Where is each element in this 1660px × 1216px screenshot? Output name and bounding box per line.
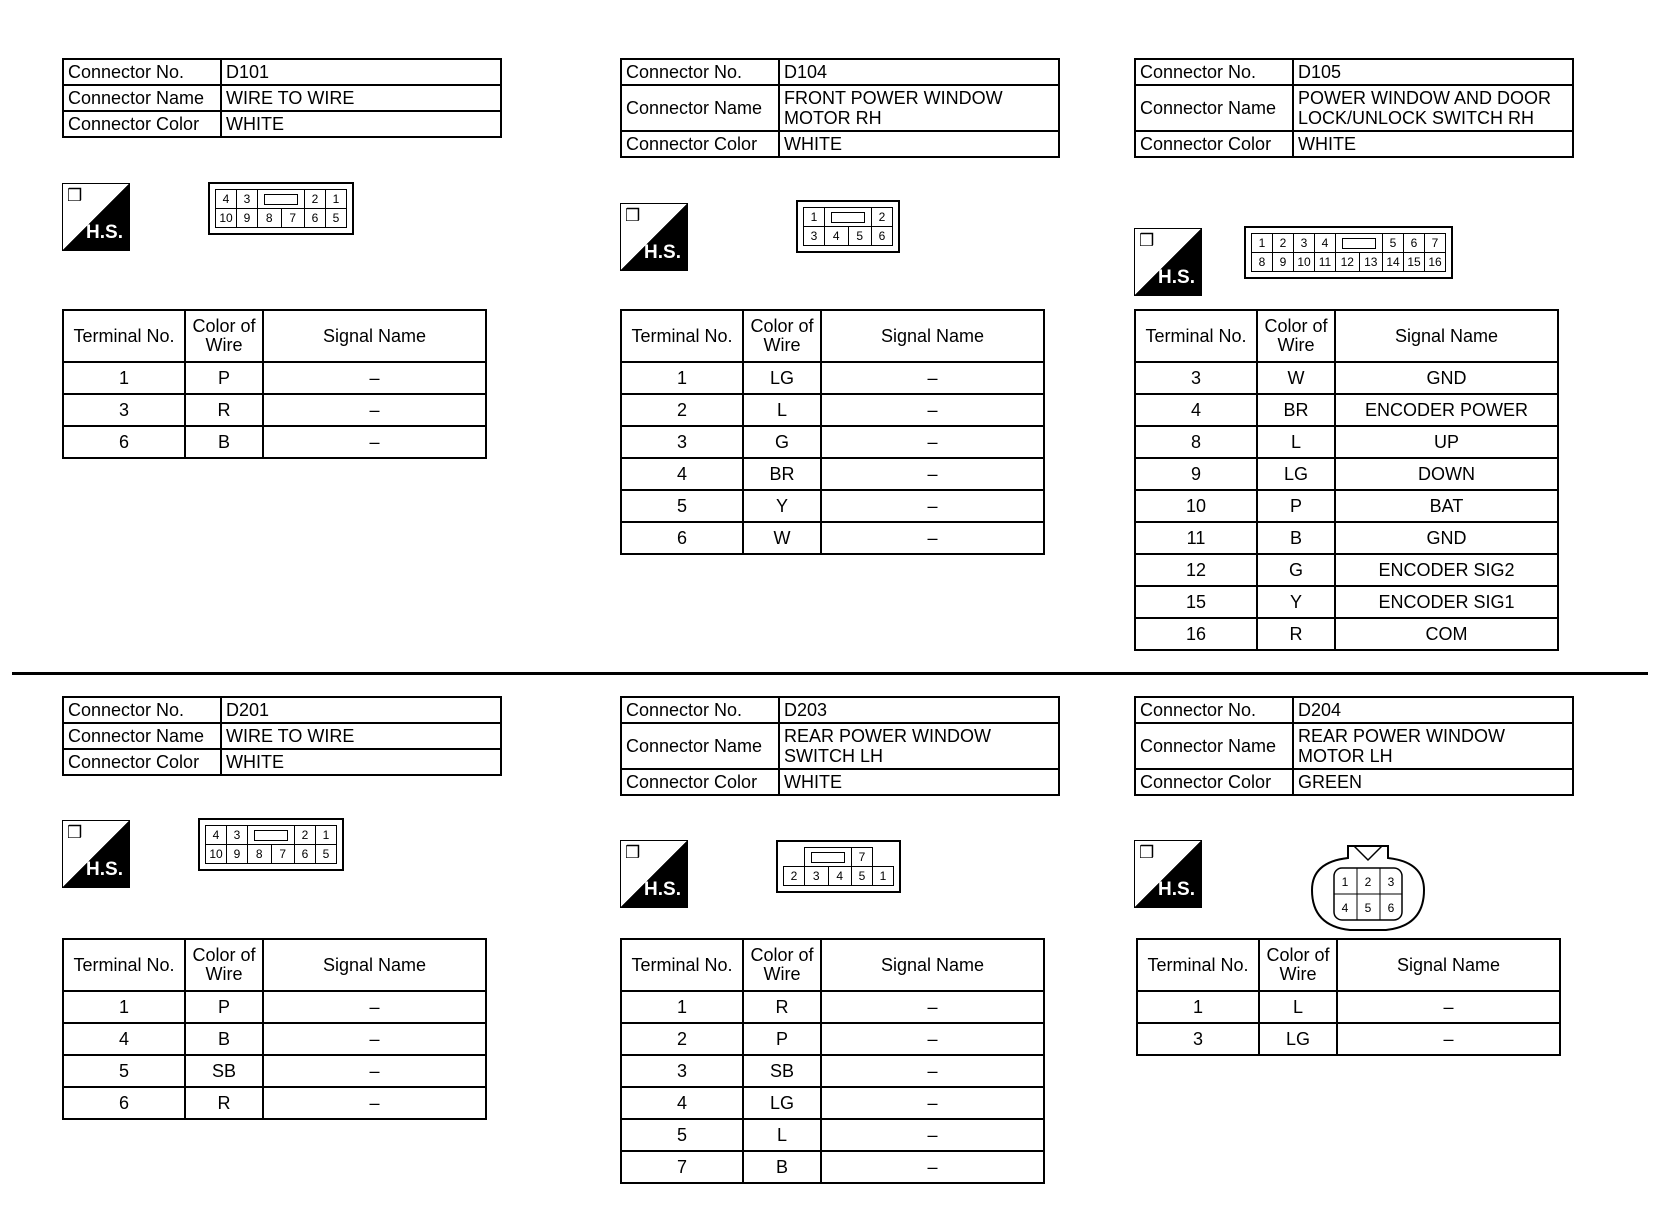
terminal-cell: 15 — [1135, 586, 1257, 618]
table-row — [1135, 554, 1558, 586]
hs-badge-label: H.S. — [644, 879, 681, 900]
table-row — [63, 1055, 486, 1087]
table-row — [1135, 394, 1558, 426]
connector-no-label: Connector No. — [621, 697, 779, 723]
wire-cell: P — [1257, 490, 1335, 522]
hs-badge — [1134, 840, 1202, 908]
pin: 15 — [1404, 253, 1425, 272]
pin: 7 — [1425, 234, 1446, 253]
table-row — [1137, 991, 1560, 1023]
wire-cell: LG — [1257, 458, 1335, 490]
connector-no-label: Connector No. — [63, 697, 221, 723]
hs-badge-label: H.S. — [644, 242, 681, 263]
table-row — [1135, 490, 1558, 522]
pin: 3 — [227, 826, 248, 845]
signal-cell: – — [821, 1055, 1044, 1087]
table-row — [1135, 618, 1558, 650]
pin: 7 — [852, 848, 873, 867]
signal-cell: – — [263, 426, 486, 458]
terminal-cell: 1 — [621, 362, 743, 394]
signal-cell: ENCODER POWER — [1335, 394, 1558, 426]
latch-icon — [1336, 234, 1383, 253]
connector-face-icon: ❒ — [625, 206, 641, 225]
wire-cell: R — [185, 1087, 263, 1119]
hs-badge-label: H.S. — [86, 222, 123, 243]
latch-icon — [825, 208, 872, 227]
pin: 1 — [1252, 234, 1273, 253]
wire-cell: SB — [743, 1055, 821, 1087]
pin: 4 — [1315, 234, 1336, 253]
connector-pinout-diagram — [776, 840, 901, 893]
pin: 10 — [216, 209, 237, 228]
signal-cell: DOWN — [1335, 458, 1558, 490]
table-row — [621, 1055, 1044, 1087]
latch-icon — [805, 848, 852, 867]
wire-cell: LG — [743, 362, 821, 394]
signal-cell: – — [263, 394, 486, 426]
pin: 4 — [825, 227, 849, 246]
pin: 5 — [326, 209, 347, 228]
table-row — [63, 426, 486, 458]
pin: 7 — [281, 209, 305, 228]
signal-cell: – — [821, 1151, 1044, 1183]
table-row — [621, 522, 1044, 554]
color-of-wire-header: Color of Wire — [185, 310, 263, 362]
hs-badge — [620, 840, 688, 908]
terminal-table — [620, 938, 1045, 1184]
terminal-no-header: Terminal No. — [621, 939, 743, 991]
table-row — [63, 991, 486, 1023]
terminal-cell: 5 — [621, 490, 743, 522]
latch-icon — [248, 826, 295, 845]
wire-cell: W — [743, 522, 821, 554]
connector-name-label: Connector Name — [1135, 85, 1293, 131]
table-row — [621, 1087, 1044, 1119]
pin: 8 — [248, 845, 272, 864]
connector-color-value: WHITE — [1293, 131, 1573, 157]
pin: 5 — [1364, 901, 1372, 915]
terminal-no-header: Terminal No. — [621, 310, 743, 362]
connector-no-label: Connector No. — [1135, 697, 1293, 723]
signal-cell: – — [821, 362, 1044, 394]
pin: 6 — [1387, 901, 1395, 915]
terminal-cell: 5 — [621, 1119, 743, 1151]
connector-name-value: POWER WINDOW AND DOOR LOCK/UNLOCK SWITCH RH — [1293, 85, 1573, 131]
terminal-cell: 8 — [1135, 426, 1257, 458]
terminal-no-header: Terminal No. — [1137, 939, 1259, 991]
pin: 2 — [784, 867, 805, 886]
pin: 3 — [804, 227, 825, 246]
connector-D201-info — [62, 696, 502, 776]
table-row — [621, 426, 1044, 458]
terminal-no-header: Terminal No. — [1135, 310, 1257, 362]
pin: 8 — [258, 209, 282, 228]
terminal-cell: 1 — [63, 362, 185, 394]
pin: 2 — [1364, 875, 1372, 889]
wire-cell: R — [185, 394, 263, 426]
table-row — [63, 1023, 486, 1055]
hs-badge — [62, 183, 130, 251]
table-row — [621, 362, 1044, 394]
connector-color-label: Connector Color — [63, 111, 221, 137]
connector-no-value: D104 — [779, 59, 1059, 85]
signal-cell: GND — [1335, 362, 1558, 394]
table-row — [621, 991, 1044, 1023]
pin: 5 — [316, 845, 337, 864]
table-row — [621, 1119, 1044, 1151]
pin: 3 — [237, 190, 258, 209]
terminal-cell: 11 — [1135, 522, 1257, 554]
pin: 5 — [852, 867, 873, 886]
pin: 12 — [1336, 253, 1360, 272]
pin: 8 — [1252, 253, 1273, 272]
terminal-cell: 10 — [1135, 490, 1257, 522]
table-row — [1137, 1023, 1560, 1055]
signal-cell: UP — [1335, 426, 1558, 458]
hs-badge — [62, 820, 130, 888]
connector-color-label: Connector Color — [63, 749, 221, 775]
round-connector-diagram — [1308, 842, 1428, 934]
wire-cell: BR — [743, 458, 821, 490]
connector-name-label: Connector Name — [63, 723, 221, 749]
signal-cell: – — [821, 394, 1044, 426]
connector-D204-info — [1134, 696, 1574, 796]
pin: 9 — [227, 845, 248, 864]
signal-name-header: Signal Name — [263, 310, 486, 362]
connector-no-value: D101 — [221, 59, 501, 85]
terminal-cell: 4 — [621, 458, 743, 490]
terminal-cell: 6 — [621, 522, 743, 554]
connector-name-label: Connector Name — [63, 85, 221, 111]
wire-cell: L — [1259, 991, 1337, 1023]
table-row — [621, 394, 1044, 426]
pin: 3 — [1294, 234, 1315, 253]
signal-cell: – — [263, 991, 486, 1023]
signal-cell: – — [263, 1023, 486, 1055]
pin-blank — [784, 848, 805, 867]
pin: 3 — [805, 867, 829, 886]
terminal-cell: 1 — [63, 991, 185, 1023]
pin: 1 — [804, 208, 825, 227]
pin: 10 — [1294, 253, 1315, 272]
pin: 4 — [828, 867, 852, 886]
terminal-table — [1136, 938, 1561, 1056]
pin: 1 — [1341, 875, 1349, 889]
wire-cell: B — [1257, 522, 1335, 554]
pin: 6 — [872, 227, 893, 246]
connector-color-value: WHITE — [221, 749, 501, 775]
wire-cell: L — [743, 1119, 821, 1151]
pin: 16 — [1425, 253, 1446, 272]
connector-face-icon: ❒ — [67, 186, 83, 205]
connector-color-value: WHITE — [779, 769, 1059, 795]
pin: 4 — [206, 826, 227, 845]
wire-cell: L — [1257, 426, 1335, 458]
signal-cell: – — [821, 1023, 1044, 1055]
terminal-cell: 4 — [63, 1023, 185, 1055]
terminal-cell: 6 — [63, 1087, 185, 1119]
terminal-table — [62, 938, 487, 1120]
connector-color-label: Connector Color — [621, 131, 779, 157]
table-row — [1135, 458, 1558, 490]
connector-face-icon: ❒ — [67, 823, 83, 842]
color-of-wire-header: Color of Wire — [1257, 310, 1335, 362]
connector-D104-info — [620, 58, 1060, 158]
terminal-cell: 2 — [621, 394, 743, 426]
pin: 2 — [295, 826, 316, 845]
connector-no-value: D201 — [221, 697, 501, 723]
connector-no-value: D203 — [779, 697, 1059, 723]
pin: 7 — [271, 845, 295, 864]
pin: 1 — [316, 826, 337, 845]
signal-cell: – — [821, 458, 1044, 490]
connector-color-value: GREEN — [1293, 769, 1573, 795]
terminal-cell: 1 — [621, 991, 743, 1023]
table-row — [621, 1151, 1044, 1183]
pin: 6 — [1404, 234, 1425, 253]
terminal-cell: 16 — [1135, 618, 1257, 650]
terminal-cell: 9 — [1135, 458, 1257, 490]
color-of-wire-header: Color of Wire — [743, 310, 821, 362]
wire-cell: Y — [1257, 586, 1335, 618]
connector-face-icon: ❒ — [625, 843, 641, 862]
connector-D203-info — [620, 696, 1060, 796]
pin: 1 — [326, 190, 347, 209]
pin: 3 — [1387, 875, 1395, 889]
signal-name-header: Signal Name — [1335, 310, 1558, 362]
color-of-wire-header: Color of Wire — [743, 939, 821, 991]
color-of-wire-header: Color of Wire — [185, 939, 263, 991]
wire-cell: LG — [1259, 1023, 1337, 1055]
signal-cell: – — [821, 490, 1044, 522]
pin: 9 — [237, 209, 258, 228]
table-row — [63, 362, 486, 394]
connector-color-value: WHITE — [221, 111, 501, 137]
wire-cell: R — [1257, 618, 1335, 650]
hs-badge — [620, 203, 688, 271]
terminal-cell: 4 — [1135, 394, 1257, 426]
terminal-no-header: Terminal No. — [63, 310, 185, 362]
connector-name-value: WIRE TO WIRE — [221, 85, 501, 111]
latch-icon — [258, 190, 305, 209]
connector-name-value: REAR POWER WINDOW SWITCH LH — [779, 723, 1059, 769]
terminal-cell: 7 — [621, 1151, 743, 1183]
table-row — [621, 490, 1044, 522]
connector-no-value: D105 — [1293, 59, 1573, 85]
pin: 13 — [1359, 253, 1383, 272]
table-row — [621, 458, 1044, 490]
table-row — [1135, 426, 1558, 458]
signal-name-header: Signal Name — [1337, 939, 1560, 991]
pin: 1 — [873, 867, 894, 886]
pin: 2 — [1273, 234, 1294, 253]
terminal-table — [1134, 309, 1559, 651]
connector-name-label: Connector Name — [621, 723, 779, 769]
wire-cell: BR — [1257, 394, 1335, 426]
pin: 5 — [848, 227, 872, 246]
terminal-cell: 3 — [63, 394, 185, 426]
table-row — [63, 394, 486, 426]
signal-name-header: Signal Name — [263, 939, 486, 991]
terminal-cell: 6 — [63, 426, 185, 458]
signal-cell: – — [1337, 991, 1560, 1023]
pin: 2 — [305, 190, 326, 209]
pin: 6 — [295, 845, 316, 864]
wire-cell: P — [185, 362, 263, 394]
connector-face-icon: ❒ — [1139, 231, 1155, 250]
connector-name-value: WIRE TO WIRE — [221, 723, 501, 749]
pin: 11 — [1315, 253, 1336, 272]
signal-name-header: Signal Name — [821, 310, 1044, 362]
terminal-table — [62, 309, 487, 459]
table-row — [63, 1087, 486, 1119]
signal-cell: – — [821, 1087, 1044, 1119]
connector-no-label: Connector No. — [621, 59, 779, 85]
pin: 2 — [872, 208, 893, 227]
connector-name-label: Connector Name — [621, 85, 779, 131]
signal-cell: – — [263, 1087, 486, 1119]
hs-badge — [1134, 228, 1202, 296]
connector-name-label: Connector Name — [1135, 723, 1293, 769]
signal-name-header: Signal Name — [821, 939, 1044, 991]
wire-cell: B — [185, 426, 263, 458]
connector-no-label: Connector No. — [63, 59, 221, 85]
wire-cell: LG — [743, 1087, 821, 1119]
connector-no-value: D204 — [1293, 697, 1573, 723]
pin: 4 — [216, 190, 237, 209]
hs-badge-label: H.S. — [1158, 879, 1195, 900]
connector-name-value: REAR POWER WINDOW MOTOR LH — [1293, 723, 1573, 769]
connector-color-value: WHITE — [779, 131, 1059, 157]
connector-pinout-diagram — [796, 200, 900, 253]
wire-cell: Y — [743, 490, 821, 522]
terminal-cell: 4 — [621, 1087, 743, 1119]
connector-pinout-diagram — [1244, 226, 1453, 279]
hs-badge-label: H.S. — [86, 859, 123, 880]
wire-cell: SB — [185, 1055, 263, 1087]
connector-color-label: Connector Color — [621, 769, 779, 795]
signal-cell: COM — [1335, 618, 1558, 650]
connector-name-value: FRONT POWER WINDOW MOTOR RH — [779, 85, 1059, 131]
terminal-cell: 3 — [621, 426, 743, 458]
signal-cell: – — [821, 1119, 1044, 1151]
table-row — [1135, 586, 1558, 618]
connector-color-label: Connector Color — [1135, 131, 1293, 157]
wire-cell: G — [743, 426, 821, 458]
signal-cell: – — [821, 991, 1044, 1023]
table-row — [1135, 362, 1558, 394]
terminal-cell: 1 — [1137, 991, 1259, 1023]
connector-D101-info — [62, 58, 502, 138]
connector-color-label: Connector Color — [1135, 769, 1293, 795]
wire-cell: R — [743, 991, 821, 1023]
signal-cell: BAT — [1335, 490, 1558, 522]
signal-cell: – — [263, 1055, 486, 1087]
connector-pinout-diagram — [208, 182, 354, 235]
terminal-cell: 3 — [1137, 1023, 1259, 1055]
signal-cell: GND — [1335, 522, 1558, 554]
pin: 14 — [1383, 253, 1404, 272]
section-divider — [12, 672, 1648, 675]
terminal-table — [620, 309, 1045, 555]
terminal-cell: 12 — [1135, 554, 1257, 586]
wire-cell: W — [1257, 362, 1335, 394]
connector-face-icon: ❒ — [1139, 843, 1155, 862]
terminal-cell: 3 — [621, 1055, 743, 1087]
pin: 6 — [305, 209, 326, 228]
pin: 4 — [1341, 901, 1349, 915]
pin: 5 — [1383, 234, 1404, 253]
table-row — [1135, 522, 1558, 554]
pin: 10 — [206, 845, 227, 864]
connector-pinout-diagram — [198, 818, 344, 871]
signal-cell: – — [1337, 1023, 1560, 1055]
wire-cell: P — [743, 1023, 821, 1055]
color-of-wire-header: Color of Wire — [1259, 939, 1337, 991]
signal-cell: – — [263, 362, 486, 394]
wire-cell: P — [185, 991, 263, 1023]
terminal-cell: 2 — [621, 1023, 743, 1055]
wire-cell: L — [743, 394, 821, 426]
wire-cell: G — [1257, 554, 1335, 586]
signal-cell: ENCODER SIG1 — [1335, 586, 1558, 618]
table-row — [621, 1023, 1044, 1055]
signal-cell: – — [821, 426, 1044, 458]
connector-D105-info — [1134, 58, 1574, 158]
pin-blank — [873, 848, 894, 867]
connector-no-label: Connector No. — [1135, 59, 1293, 85]
terminal-cell: 3 — [1135, 362, 1257, 394]
pin: 9 — [1273, 253, 1294, 272]
wire-cell: B — [185, 1023, 263, 1055]
wire-cell: B — [743, 1151, 821, 1183]
signal-cell: ENCODER SIG2 — [1335, 554, 1558, 586]
hs-badge-label: H.S. — [1158, 267, 1195, 288]
terminal-no-header: Terminal No. — [63, 939, 185, 991]
terminal-cell: 5 — [63, 1055, 185, 1087]
signal-cell: – — [821, 522, 1044, 554]
